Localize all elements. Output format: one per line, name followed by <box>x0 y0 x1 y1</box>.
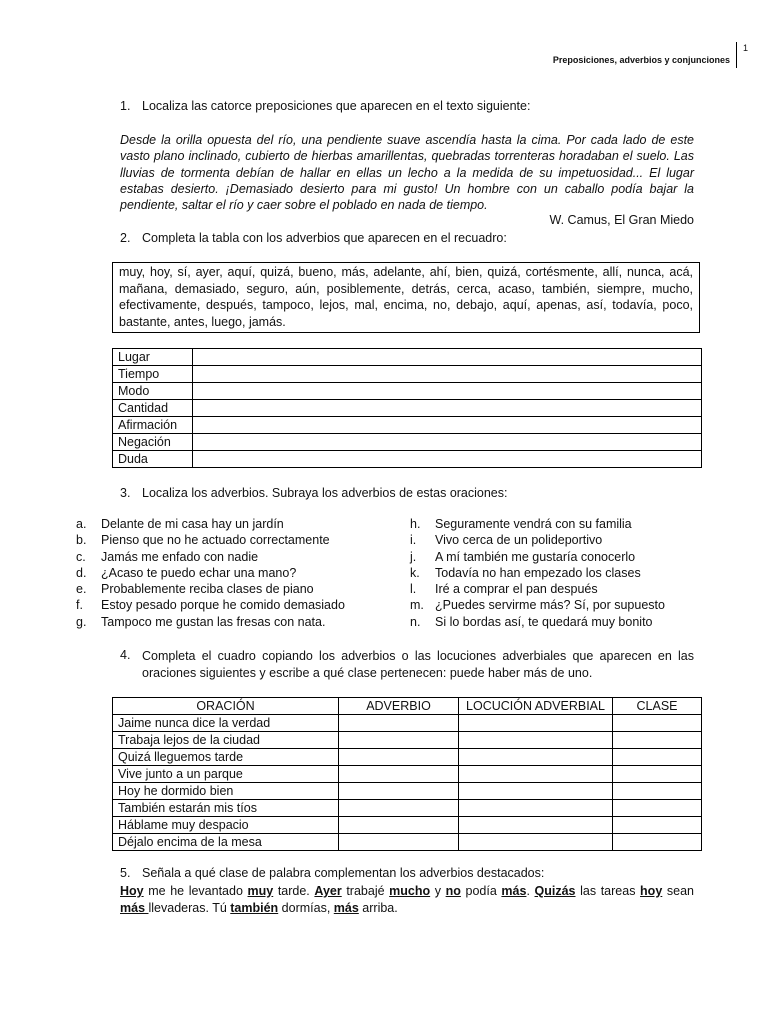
table-row <box>113 800 702 817</box>
sentence-cell: Jaime nunca dice la verdad <box>113 715 339 732</box>
q5-heading <box>120 866 544 880</box>
sentence-item <box>410 597 665 613</box>
column-header: LOCUCIÓN ADVERBIAL <box>459 698 613 715</box>
category-label: Duda <box>113 451 193 468</box>
answer-cell[interactable] <box>339 800 459 817</box>
sentence-item <box>76 614 345 630</box>
item-letter: b. <box>76 533 87 548</box>
item-letter: d. <box>76 565 87 580</box>
highlighted-adverb: hoy <box>640 884 663 898</box>
category-label: Tiempo <box>113 366 193 383</box>
table-row <box>113 715 702 732</box>
q2-number: 2. <box>120 231 131 245</box>
q1-instruction: Localiza las catorce preposiciones que aparecen en el texto siguiente: <box>142 99 531 113</box>
sentence-fragment: trabajé <box>341 884 390 898</box>
sentence-cell: Vive junto a un parque <box>113 766 339 783</box>
sentence-fragment: . <box>526 884 535 898</box>
highlighted-adverb: Quizás <box>534 884 576 898</box>
category-row <box>113 417 702 434</box>
answer-cell[interactable] <box>459 800 613 817</box>
q5-number: 5. <box>120 866 131 880</box>
table-row <box>113 783 702 800</box>
answer-cell[interactable] <box>459 783 613 800</box>
sentence-item <box>76 597 345 613</box>
item-letter: m. <box>410 598 424 613</box>
q1-heading <box>120 99 530 113</box>
item-text: Todavía no han empezado los clases <box>435 565 641 580</box>
item-text: Seguramente vendrá con su familia <box>435 517 632 531</box>
answer-cell[interactable] <box>339 715 459 732</box>
highlighted-adverb: Ayer <box>314 884 342 898</box>
q3-list-right <box>410 516 665 630</box>
item-letter: n. <box>410 614 421 629</box>
sentence-item <box>76 532 345 548</box>
sentence-cell: También estarán mis tíos <box>113 800 339 817</box>
sentence-item <box>76 581 345 597</box>
sentence-cell: Déjalo encima de la mesa <box>113 834 339 851</box>
item-letter: a. <box>76 517 87 531</box>
q4-heading <box>120 648 694 681</box>
q2-heading <box>120 231 507 245</box>
highlighted-adverb: más <box>333 900 359 915</box>
answer-cell[interactable] <box>339 817 459 834</box>
item-text: Delante de mi casa hay un jardín <box>101 517 284 531</box>
sentence-cell: Trabaja lejos de la ciudad <box>113 732 339 749</box>
answer-cell[interactable] <box>613 766 702 783</box>
category-row <box>113 366 702 383</box>
item-letter: i. <box>410 533 417 548</box>
answer-cell[interactable] <box>613 783 702 800</box>
sentence-item <box>76 565 345 581</box>
table-row <box>113 834 702 851</box>
highlighted-adverb: más <box>501 884 527 898</box>
highlighted-adverb: muy <box>247 884 274 898</box>
item-text: Probablemente reciba clases de piano <box>101 582 314 597</box>
item-letter: e. <box>76 582 87 597</box>
sentence-cell: Hoy he dormido bien <box>113 783 339 800</box>
q1-author: W. Camus, El Gran Miedo <box>549 213 694 228</box>
sentence-cell: Quizá lleguemos tarde <box>113 749 339 766</box>
item-text: Jamás me enfado con nadie <box>101 549 259 564</box>
sentence-item <box>410 549 665 565</box>
item-text: ¿Acaso te puedo echar una mano? <box>101 565 297 580</box>
sentence-fragment: tarde. <box>273 884 315 898</box>
answer-cell[interactable] <box>613 817 702 834</box>
q5-sentence <box>120 883 694 916</box>
q4-number: 4. <box>120 648 131 662</box>
item-letter: g. <box>76 614 87 629</box>
table-row <box>113 817 702 834</box>
q5-instruction: Señala a qué clase de palabra complementan los adverbios destacados: <box>142 866 545 880</box>
item-letter: j. <box>410 549 417 564</box>
highlighted-adverb: mucho <box>389 884 431 898</box>
sentence-item <box>76 549 345 565</box>
header-divider <box>736 42 737 68</box>
sentence-item <box>410 581 665 597</box>
q1-number: 1. <box>120 99 131 113</box>
header-title: Preposiciones, adverbios y conjunciones <box>552 55 730 65</box>
sentence-fragment: me he levantado <box>143 884 248 898</box>
table-row <box>113 732 702 749</box>
highlighted-adverb: también <box>230 900 279 915</box>
answer-cell[interactable] <box>339 766 459 783</box>
column-header: CLASE <box>613 698 702 715</box>
page-header <box>553 42 748 68</box>
category-answer-cell[interactable] <box>193 451 702 468</box>
table-row <box>113 766 702 783</box>
sentence-fragment: arriba. <box>358 900 398 915</box>
answer-cell[interactable] <box>613 834 702 851</box>
sentence-fragment: y <box>430 884 446 898</box>
answer-cell[interactable] <box>459 732 613 749</box>
item-text: A mí también me gustaría conocerlo <box>435 549 636 564</box>
answer-cell[interactable] <box>339 834 459 851</box>
sentence-cell: Háblame muy despacio <box>113 817 339 834</box>
item-letter: c. <box>76 549 86 564</box>
item-text: Pienso que no he actuado correctamente <box>101 533 330 548</box>
adverb-word-box: muy, hoy, sí, ayer, aquí, quizá, bueno, más, adelante, ahí, bien, quizá, cortésmente, allí, nunca, acá, mañana, demasiado, seguro, aún, posiblemente, detrás, cerca, acaso, también, siempre, mucho, efectivamente, después, tampoco, lejos, mal, encima, no, debajo, aquí, apenas, así, todavía, poco, bastante, antes, luego, jamás. <box>112 262 700 333</box>
item-letter: f. <box>76 598 83 613</box>
highlighted-adverb: más <box>120 900 149 915</box>
category-answer-cell[interactable] <box>193 349 702 366</box>
item-text: Si lo bordas así, te quedará muy bonito <box>435 614 653 629</box>
category-label: Cantidad <box>113 400 193 417</box>
category-row <box>113 383 702 400</box>
sentence-item <box>410 565 665 581</box>
category-answer-cell[interactable] <box>193 400 702 417</box>
sentence-item <box>76 516 345 532</box>
item-text: Vivo cerca de un polideportivo <box>435 533 603 548</box>
category-row <box>113 434 702 451</box>
answer-cell[interactable] <box>613 715 702 732</box>
category-label: Lugar <box>113 349 193 366</box>
category-answer-cell[interactable] <box>193 417 702 434</box>
q1-passage-block <box>120 132 694 227</box>
answer-cell[interactable] <box>459 834 613 851</box>
category-label: Negación <box>113 434 193 451</box>
highlighted-adverb: Hoy <box>120 884 144 898</box>
column-header: ORACIÓN <box>113 698 339 715</box>
answer-cell[interactable] <box>459 749 613 766</box>
answer-cell[interactable] <box>613 732 702 749</box>
item-letter: h. <box>410 517 421 531</box>
category-row <box>113 451 702 468</box>
sentence-item <box>410 614 665 630</box>
answer-cell[interactable] <box>459 817 613 834</box>
category-label: Afirmación <box>113 417 193 434</box>
item-text: Estoy pesado porque he comido demasiado <box>101 598 345 613</box>
answer-cell[interactable] <box>339 783 459 800</box>
category-row <box>113 349 702 366</box>
item-text: Iré a comprar el pan después <box>435 582 598 597</box>
q3-instruction: Localiza los adverbios. Subraya los adverbios de estas oraciones: <box>142 486 508 500</box>
table-row <box>113 749 702 766</box>
item-letter: l. <box>410 582 417 597</box>
sentence-item <box>410 516 665 532</box>
category-answer-cell[interactable] <box>193 383 702 400</box>
answer-cell[interactable] <box>613 749 702 766</box>
adverb-category-table <box>112 348 702 468</box>
q1-passage: Desde la orilla opuesta del río, una pendiente suave ascendía hasta la cima. Por cada lado de este vasto plano inclinado, cubierto de hierbas amarillentas, quebradas torrenteras horadaban el suelo. Las lluvias de tormenta debían de hallar en ellas un lecho a la medida de su impetuosidad... El lugar estabas desierto. ¡Demasiado desierto para mi gusto! Un hombre con un caballo podía bajar la pendiente, saltar el río y caer sobre el poblado en nada de tiempo. <box>120 133 694 213</box>
answer-cell[interactable] <box>459 715 613 732</box>
sentence-fragment: podía <box>460 884 502 898</box>
column-header: ADVERBIO <box>339 698 459 715</box>
item-letter: k. <box>410 565 420 580</box>
page-number: 1 <box>742 43 748 53</box>
q3-number: 3. <box>120 486 131 500</box>
answer-cell[interactable] <box>613 800 702 817</box>
answer-cell[interactable] <box>339 732 459 749</box>
sentence-fragment: dormías, <box>278 900 334 915</box>
category-label: Modo <box>113 383 193 400</box>
category-row <box>113 400 702 417</box>
q3-heading <box>120 486 508 500</box>
sentence-fragment: las tareas <box>575 884 641 898</box>
sentence-fragment: sean <box>662 884 694 898</box>
q4-table <box>112 697 702 851</box>
item-text: Tampoco me gustan las fresas con nata. <box>101 614 326 629</box>
sentence-fragment: llevaderas. Tú <box>148 900 231 915</box>
q3-list-left <box>76 516 345 630</box>
q2-instruction: Completa la tabla con los adverbios que aparecen en el recuadro: <box>142 231 507 245</box>
category-answer-cell[interactable] <box>193 434 702 451</box>
item-text: ¿Puedes servirme más? Sí, por supuesto <box>435 598 665 613</box>
sentence-item <box>410 532 665 548</box>
answer-cell[interactable] <box>339 749 459 766</box>
category-answer-cell[interactable] <box>193 366 702 383</box>
answer-cell[interactable] <box>459 766 613 783</box>
q4-instruction: Completa el cuadro copiando los adverbios o las locuciones adverbiales que aparecen en las oraciones siguientes y escribe a qué clase pertenecen: puede haber más de uno. <box>142 649 694 680</box>
highlighted-adverb: no <box>445 884 461 898</box>
